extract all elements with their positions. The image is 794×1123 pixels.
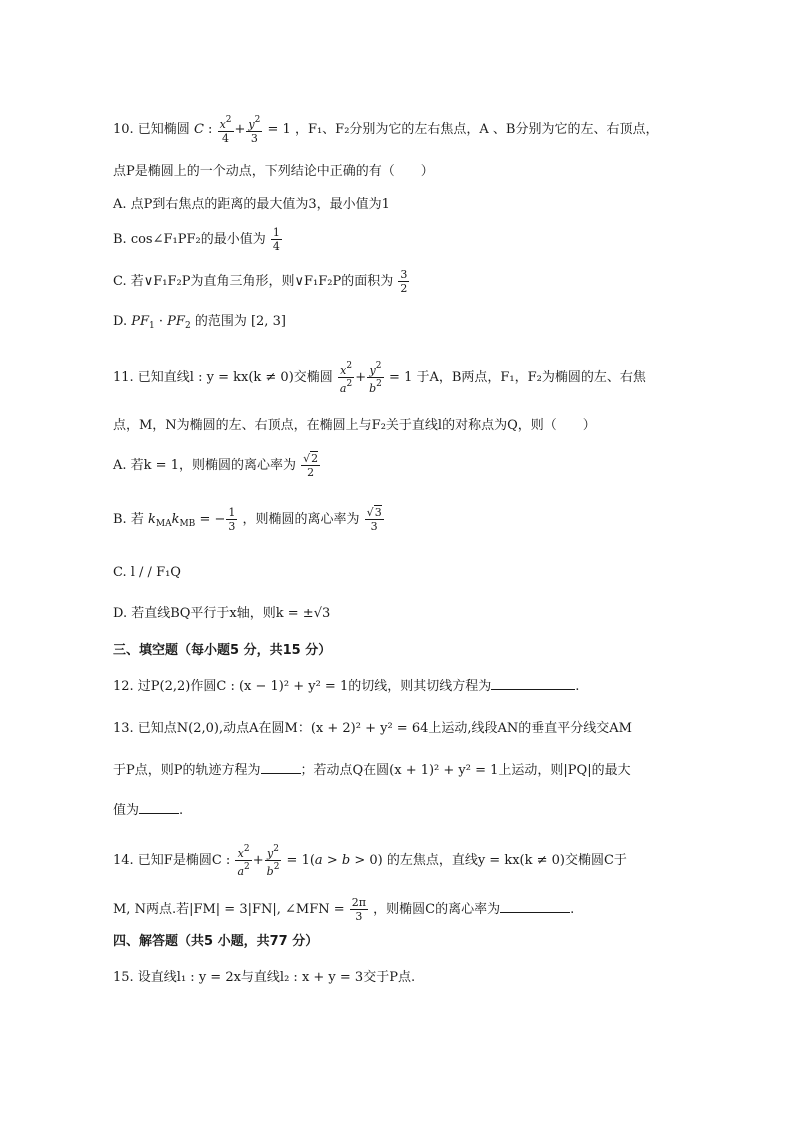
q11-option-d: D. 若直线BQ平行于x轴，则k = ±√3 — [113, 606, 331, 621]
q11-ellipse-x-term: $\frac{x^2}{a^2}$ — [339, 361, 353, 395]
q10-stem-suffix: ，F₁、F₂分别为它的左右焦点，A 、B分别为它的左、右顶点， — [294, 122, 659, 137]
q10-stem-prefix: 10. 已知椭圆 — [113, 122, 190, 137]
q11-option-b-ecc: $\frac{√3}{3}$ — [366, 506, 382, 533]
q10-ellipse-y-term: $\frac{y^2}{3}$ — [248, 115, 261, 145]
q10-ellipse-x-term: $\frac{x^2}{4}$ — [219, 115, 232, 145]
q13-line3: 值为 . — [113, 803, 184, 818]
q11-option-c: C. l / / F₁Q — [113, 565, 181, 580]
q10-option-d: D. $PF_1 \cdot PF_2$ 的范围为 [2, 3] — [113, 314, 286, 331]
q14-ellipse-y-term: $\frac{y^2}{b^2}$ — [266, 844, 280, 878]
q10-option-b: B. cos∠F₁PF₂的最小值为 $\frac{1}{4}$ — [113, 226, 280, 253]
q14-ellipse-x-term: $\frac{x^2}{a^2}$ — [237, 844, 250, 878]
q14-answer-blank[interactable] — [500, 900, 570, 913]
section-3-heading: 三、填空题（每小题5 分，共15 分） — [113, 643, 332, 658]
q10-option-b-fraction: $\frac{1}{4}$ — [272, 226, 280, 253]
q11-stem-line2: 点，M，N为椭圆的左、右顶点，在椭圆上与F₂关于直线l的对称点为Q，则（ ） — [113, 418, 596, 433]
q15: 15. 设直线l₁ : y = 2x与直线l₂ : x + y = 3交于P点. — [113, 970, 416, 985]
q12: 12. 过P(2,2)作圆C : (x − 1)² + y² = 1的切线，则其切线方程为 . — [113, 679, 580, 694]
q13-answer-blank-1[interactable] — [261, 761, 301, 774]
q13-line1: 13. 已知点N(2,0),动点A在圆M：(x + 2)² + y² = 64上运动,线段AN的垂直平分线交AM — [113, 721, 632, 736]
section-4-heading: 四、解答题（共5 小题，共77 分） — [113, 934, 319, 949]
q13-answer-blank-2[interactable] — [139, 801, 179, 814]
q10-option-c-fraction: $\frac{3}{2}$ — [400, 268, 408, 295]
q11-ellipse-y-term: $\frac{y^2}{b^2}$ — [369, 361, 382, 395]
q11-option-b-fraction: $\frac{1}{3}$ — [228, 506, 236, 533]
q13-line2: 于P点，则P的轨迹方程为 ；若动点Q在圆(x + 1)² + y² = 1上运动，则|PQ|的最大 — [113, 763, 631, 778]
q11-option-b: B. 若 $k_{MA}k_{MB}$ = − $\frac{1}{3}$ ，则椭圆的离心率为 $\frac{√3}{3}$ — [113, 506, 382, 533]
q14-angle-fraction: $\frac{2\pi}{3}$ — [351, 896, 367, 923]
q10-option-a: A. 点P到右焦点的距离的最大值为3，最小值为1 — [113, 197, 390, 212]
q14-line1: 14. 已知F是椭圆C : $\frac{x^2}{a^2}$ + $\frac{y^2}{b^2}$ = 1(a > b > 0) 的左焦点，直线y = kx(k ≠ 0)交椭圆C于 — [113, 844, 627, 878]
q11-stem-line1: 11. 已知直线l : y = kx(k ≠ 0)交椭圆 $\frac{x^2}{a^2}$ + $\frac{y^2}{b^2}$ = 1 于A，B两点，F₁，F₂为椭圆的左、右焦 — [113, 361, 646, 395]
q10-option-c: C. 若∨F₁F₂P为直角三角形，则∨F₁F₂P的面积为 $\frac{3}{2}$ — [113, 268, 408, 295]
q11-option-a-fraction: $\frac{√2}{2}$ — [303, 452, 319, 479]
q10-stem-line2: 点P是椭圆上的一个动点，下列结论中正确的有（ ） — [113, 164, 434, 179]
q10-stem-line1: 10. 已知椭圆 C : $\frac{x^2}{4}$ + $\frac{y^2}{3}$ = 1 ，F₁、F₂分别为它的左右焦点，A 、B分别为它的左、右顶点， — [113, 115, 659, 145]
q10-option-d-range: [2, 3] — [250, 314, 286, 329]
q11-option-a: A. 若k = 1，则椭圆的离心率为 $\frac{√2}{2}$ — [113, 452, 319, 479]
q12-answer-blank[interactable] — [491, 677, 575, 690]
q14-line2: M, N两点.若|FM| = 3|FN|, ∠MFN = $\frac{2\pi}{3}$ ，则椭圆C的离心率为 . — [113, 896, 575, 923]
